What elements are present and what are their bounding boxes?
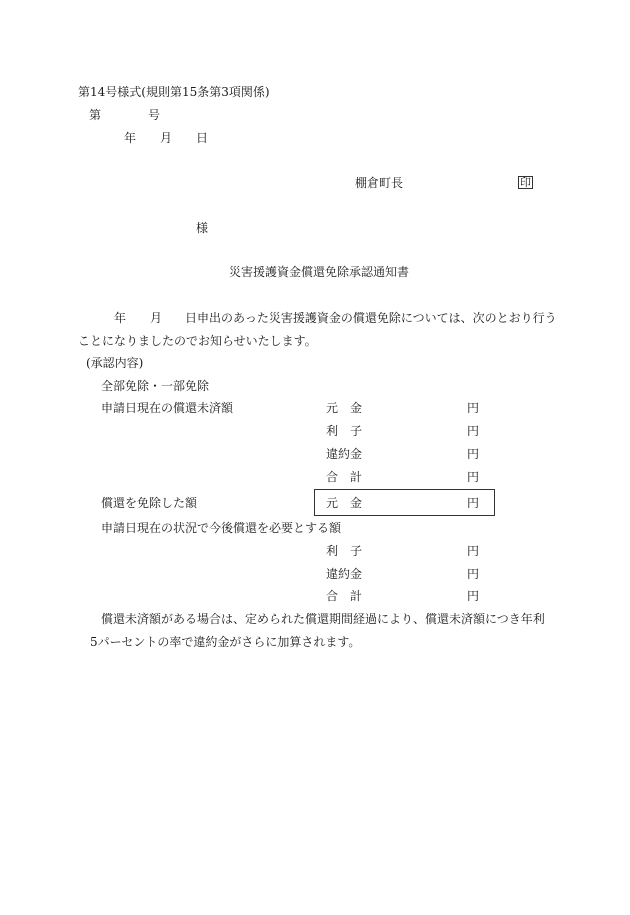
item-principal: 元 金	[326, 496, 363, 510]
body-month: 月	[150, 311, 163, 325]
date-year: 年	[124, 131, 137, 145]
note-line1: 償還未済額がある場合は、定められた償還期間経過により、償還未済額につき年利	[101, 612, 545, 626]
body-line1-rest: 日申出のあった災害援護資金の償還免除については、次のとおり行う	[185, 311, 557, 325]
item-total: 合 計	[326, 589, 363, 603]
form-header: 第14号様式(規則第15条第3項関係)	[78, 85, 270, 99]
item-total: 合 計	[326, 470, 363, 484]
section-required-label: 申請日現在の状況で今後償還を必要とする額	[101, 521, 342, 535]
addressee-suffix: 様	[196, 221, 209, 235]
yen-unit: 円	[467, 567, 480, 581]
body-line2: ことになりましたのでお知らせいたします。	[78, 334, 317, 348]
body-year: 年	[114, 311, 127, 325]
seal-mark: 印	[520, 176, 531, 189]
exemption-type: 全部免除・一部免除	[101, 379, 210, 393]
number-go: 号	[148, 108, 161, 122]
content-heading: (承認内容)	[86, 356, 144, 370]
item-penalty: 違約金	[326, 447, 363, 461]
yen-unit: 円	[467, 589, 480, 603]
date-day: 日	[196, 131, 209, 145]
yen-unit: 円	[467, 401, 480, 415]
document-title: 災害援護資金償還免除承認通知書	[229, 265, 410, 279]
yen-unit: 円	[467, 424, 480, 438]
section-unpaid-label: 申請日現在の償還未済額	[101, 401, 234, 415]
item-interest: 利 子	[326, 544, 363, 558]
number-dai: 第	[89, 108, 102, 122]
item-penalty: 違約金	[326, 567, 363, 581]
item-interest: 利 子	[326, 424, 363, 438]
note-line2: 5パーセントの率で違約金がさらに加算されます。	[90, 635, 361, 649]
yen-unit: 円	[467, 470, 480, 484]
item-principal: 元 金	[326, 401, 363, 415]
yen-unit: 円	[467, 544, 480, 558]
sender-name: 棚倉町長	[355, 176, 404, 190]
date-month: 月	[160, 131, 173, 145]
section-exempted-label: 償還を免除した額	[101, 496, 198, 510]
yen-unit: 円	[467, 496, 480, 510]
yen-unit: 円	[467, 447, 480, 461]
